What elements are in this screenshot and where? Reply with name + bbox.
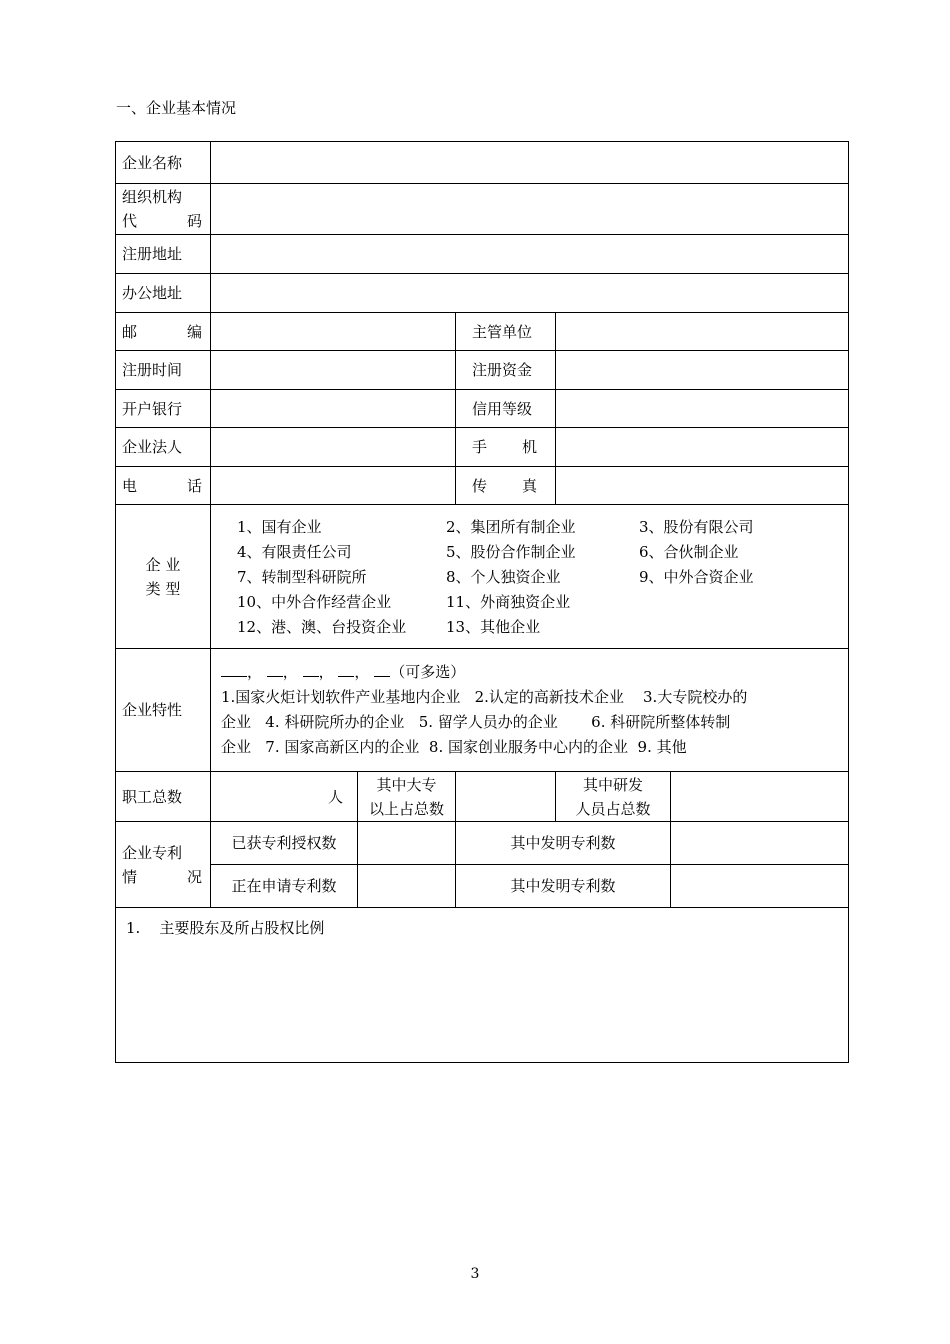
company-type-row [237,514,842,539]
reg-address-label: 注册地址 [116,235,211,274]
rd-ratio-field[interactable] [671,772,849,822]
company-type-option[interactable]: 3、股份有限公司 [639,517,754,536]
invention-patents-field[interactable] [671,822,849,865]
trait-blank[interactable] [338,662,354,677]
reg-capital-field[interactable] [556,351,849,390]
traits-line-1: 1.国家火炬计划软件产业基地内企业 2.认定的高新技术企业 3.大专院校办的 [221,688,748,706]
company-type-option[interactable]: 4、有限责任公司 [237,542,352,561]
patents-pending-label: 正在申请专利数 [211,865,358,908]
legal-person-field[interactable] [211,428,456,467]
staff-unit: 人 [327,787,343,806]
fax-label: 传 真 [456,467,556,505]
company-name-field[interactable] [211,142,849,184]
shareholders-heading: 1. 主要股东及所占股权比例 [126,919,325,937]
page-number: 3 [470,1266,480,1282]
company-type-option[interactable]: 12、港、澳、台投资企业 [237,617,407,636]
company-type-label: 企 业 类 型 [116,505,211,649]
trait-blank[interactable] [221,662,247,677]
trait-blank[interactable] [267,662,283,677]
supervisor-field[interactable] [556,313,849,351]
pending-invention-patents-field[interactable] [671,865,849,908]
mobile-label: 手 机 [456,428,556,467]
company-type-option[interactable]: 9、中外合资企业 [639,567,754,586]
bank-label: 开户银行 [116,390,211,428]
company-type-option[interactable]: 7、转制型科研院所 [237,567,367,586]
reg-time-label: 注册时间 [116,351,211,390]
legal-person-label: 企业法人 [116,428,211,467]
staff-total-label: 职工总数 [116,772,211,822]
reg-capital-label: 注册资金 [456,351,556,390]
org-code-label: 组织机构 代 码 [116,184,211,235]
pending-invention-patents-label: 其中发明专利数 [456,865,671,908]
company-type-row [237,564,842,589]
fax-field[interactable] [556,467,849,505]
office-address-field[interactable] [211,274,849,313]
patents-granted-field[interactable] [358,822,456,865]
credit-level-field[interactable] [556,390,849,428]
company-type-options [211,505,849,649]
company-type-option[interactable]: 2、集团所有制企业 [446,517,576,536]
company-type-option[interactable]: 10、中外合作经营企业 [237,592,392,611]
company-type-row [237,589,842,614]
patents-pending-field[interactable] [358,865,456,908]
section-title: 一、企业基本情况 [116,99,237,117]
company-traits-options [211,649,849,772]
company-type-row [237,539,842,564]
reg-time-field[interactable] [211,351,456,390]
office-address-label: 办公地址 [116,274,211,313]
college-ratio-label: 其中大专 以上占总数 [358,772,456,822]
company-type-option[interactable]: 5、股份合作制企业 [446,542,576,561]
staff-total-field[interactable] [211,772,358,822]
trait-blank[interactable] [374,662,390,677]
company-type-option[interactable]: 8、个人独资企业 [446,567,561,586]
traits-blanks: ， ， ， ， （可多选） [221,660,840,685]
phone-label: 电 话 [116,467,211,505]
traits-line-3: 企业 7. 国家高新区内的企业 8. 国家创业服务中心内的企业 9. 其他 [221,738,687,756]
rd-ratio-label: 其中研发 人员占总数 [556,772,671,822]
postcode-label: 邮 编 [116,313,211,351]
phone-field[interactable] [211,467,456,505]
mobile-field[interactable] [556,428,849,467]
college-ratio-field[interactable] [456,772,556,822]
trait-blank[interactable] [303,662,319,677]
bank-field[interactable] [211,390,456,428]
postcode-field[interactable] [211,313,456,351]
company-type-option[interactable]: 6、合伙制企业 [639,542,739,561]
company-name-label: 企业名称 [116,142,211,184]
shareholders-section[interactable] [116,908,849,1063]
company-traits-label: 企业特性 [116,649,211,772]
company-info-table [115,141,849,1063]
company-type-option[interactable]: 11、外商独资企业 [446,592,571,611]
patent-label: 企业专利 情 况 [116,822,211,908]
company-type-option[interactable]: 13、其他企业 [446,617,541,636]
patents-granted-label: 已获专利授权数 [211,822,358,865]
reg-address-field[interactable] [211,235,849,274]
supervisor-label: 主管单位 [456,313,556,351]
company-type-option[interactable]: 1、国有企业 [237,517,322,536]
invention-patents-label: 其中发明专利数 [456,822,671,865]
company-type-row [237,614,842,639]
traits-line-2: 企业 4. 科研院所办的企业 5. 留学人员办的企业 6. 科研院所整体转制 [221,713,731,731]
credit-level-label: 信用等级 [456,390,556,428]
org-code-field[interactable] [211,184,849,235]
